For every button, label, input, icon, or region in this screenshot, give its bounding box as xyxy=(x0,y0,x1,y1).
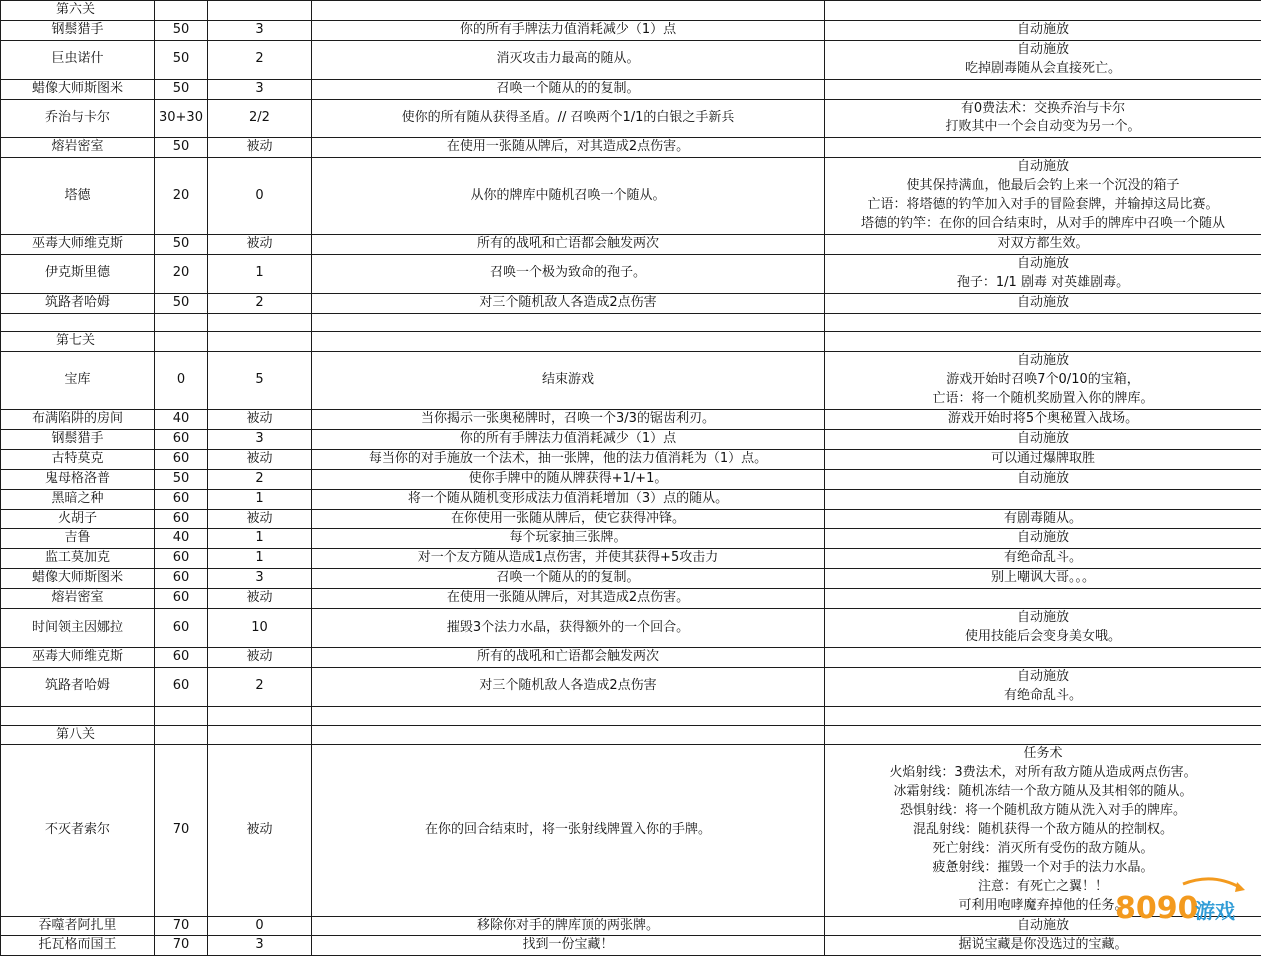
note-cell[interactable]: 有0费法术：交换乔治与卡尔 打败其中一个会自动变为另一个。 xyxy=(825,99,1261,138)
hero-power-cell[interactable]: 所有的战吼和亡语都会触发两次 xyxy=(312,234,825,254)
boss-name-cell[interactable]: 第六关 xyxy=(1,1,155,21)
blank-row xyxy=(1,706,1261,725)
blank-row xyxy=(1,313,1261,332)
table-row xyxy=(1,469,1261,489)
note-cell[interactable]: 自动施放 使用技能后会变身美女哦。 xyxy=(825,609,1261,648)
hero-power-cell[interactable]: 在你的回合结束时，将一张射线牌置入你的手牌。 xyxy=(312,745,825,916)
note-cell[interactable] xyxy=(825,589,1261,609)
boss-name-cell[interactable]: 巨虫诺什 xyxy=(1,40,155,79)
note-cell[interactable]: 自动施放 使其保持满血，他最后会钓上来一个沉没的箱子 亡语：将塔德的钓竿加入对手的冒险套牌，并输掉这局比赛。 塔德的钓竿：在你的回合结束时，从对手的牌库中召唤一个随从 xyxy=(825,158,1261,235)
level-header-row xyxy=(1,332,1261,352)
cost-cell[interactable]: 被动 xyxy=(208,410,312,430)
boss-name-cell[interactable]: 吉鲁 xyxy=(1,529,155,549)
note-cell[interactable]: 自动施放 有绝命乱斗。 xyxy=(825,667,1261,706)
cost-cell[interactable]: 2 xyxy=(208,469,312,489)
hero-power-cell[interactable]: 在使用一张随从牌后，对其造成2点伤害。 xyxy=(312,589,825,609)
health-cell[interactable]: 70 xyxy=(155,745,208,916)
hero-power-cell[interactable]: 在你使用一张随从牌后，使它获得冲锋。 xyxy=(312,509,825,529)
spreadsheet-body xyxy=(1,1,1261,956)
cost-cell[interactable] xyxy=(208,313,312,332)
table-row xyxy=(1,254,1261,293)
health-cell[interactable] xyxy=(155,1,208,21)
note-cell[interactable]: 自动施放 xyxy=(825,529,1261,549)
boss-name-cell[interactable]: 熔岩密室 xyxy=(1,589,155,609)
note-cell[interactable]: 自动施放 xyxy=(825,293,1261,313)
note-cell[interactable] xyxy=(825,332,1261,352)
table-row xyxy=(1,429,1261,449)
cost-cell[interactable]: 被动 xyxy=(208,647,312,667)
boss-name-cell[interactable]: 布满陷阱的房间 xyxy=(1,410,155,430)
watermark-digits: 8090 xyxy=(1115,891,1199,926)
cost-cell[interactable]: 3 xyxy=(208,429,312,449)
note-cell[interactable] xyxy=(825,313,1261,332)
note-cell[interactable]: 对双方都生效。 xyxy=(825,234,1261,254)
cost-cell[interactable]: 2 xyxy=(208,40,312,79)
hero-power-cell[interactable]: 将一个随从随机变形成法力值消耗增加（3）点的随从。 xyxy=(312,489,825,509)
health-cell[interactable]: 60 xyxy=(155,609,208,648)
health-cell[interactable]: 60 xyxy=(155,429,208,449)
boss-name-cell[interactable]: 托瓦格而国王 xyxy=(1,936,155,956)
hero-power-cell[interactable]: 消灭攻击力最高的随从。 xyxy=(312,40,825,79)
boss-name-cell[interactable]: 第七关 xyxy=(1,332,155,352)
boss-name-cell[interactable]: 蜡像大师斯图米 xyxy=(1,79,155,99)
health-cell[interactable] xyxy=(155,725,208,745)
health-cell[interactable]: 60 xyxy=(155,647,208,667)
cost-cell[interactable] xyxy=(208,725,312,745)
hero-power-cell[interactable]: 移除你对手的牌库顶的两张牌。 xyxy=(312,916,825,936)
boss-name-cell[interactable]: 钢鬃猎手 xyxy=(1,20,155,40)
cost-cell[interactable]: 被动 xyxy=(208,449,312,469)
cost-cell[interactable]: 1 xyxy=(208,549,312,569)
health-cell[interactable]: 60 xyxy=(155,489,208,509)
cost-cell[interactable]: 0 xyxy=(208,158,312,235)
boss-name-cell[interactable]: 巫毒大师维克斯 xyxy=(1,647,155,667)
boss-name-cell[interactable]: 宝库 xyxy=(1,352,155,410)
boss-name-cell[interactable]: 不灭者索尔 xyxy=(1,745,155,916)
health-cell[interactable] xyxy=(155,706,208,725)
table-row xyxy=(1,529,1261,549)
health-cell[interactable]: 40 xyxy=(155,529,208,549)
note-cell[interactable]: 自动施放 吃掉剧毒随从会直接死亡。 xyxy=(825,40,1261,79)
cost-cell[interactable]: 3 xyxy=(208,936,312,956)
hero-power-cell[interactable] xyxy=(312,1,825,21)
note-cell[interactable] xyxy=(825,706,1261,725)
boss-name-cell[interactable]: 钢鬃猎手 xyxy=(1,429,155,449)
health-cell[interactable]: 70 xyxy=(155,936,208,956)
hero-power-cell[interactable]: 你的所有手牌法力值消耗减少（1）点 xyxy=(312,429,825,449)
note-cell[interactable]: 自动施放 xyxy=(825,916,1261,936)
hero-power-cell[interactable] xyxy=(312,332,825,352)
boss-name-cell[interactable]: 塔德 xyxy=(1,158,155,235)
note-cell[interactable] xyxy=(825,647,1261,667)
level-header-row xyxy=(1,1,1261,21)
table-row xyxy=(1,916,1261,936)
boss-name-cell[interactable]: 伊克斯里德 xyxy=(1,254,155,293)
hero-power-cell[interactable]: 从你的牌库中随机召唤一个随从。 xyxy=(312,158,825,235)
health-cell[interactable]: 50 xyxy=(155,293,208,313)
note-cell[interactable] xyxy=(825,1,1261,21)
table-row xyxy=(1,509,1261,529)
note-cell[interactable]: 自动施放 xyxy=(825,429,1261,449)
boss-name-cell[interactable]: 筑路者哈姆 xyxy=(1,667,155,706)
hero-power-cell[interactable] xyxy=(312,313,825,332)
note-cell[interactable]: 自动施放 xyxy=(825,469,1261,489)
health-cell[interactable]: 60 xyxy=(155,589,208,609)
boss-name-cell[interactable]: 古特莫克 xyxy=(1,449,155,469)
boss-name-cell[interactable]: 黑暗之种 xyxy=(1,489,155,509)
cost-cell[interactable]: 1 xyxy=(208,254,312,293)
note-cell[interactable] xyxy=(825,489,1261,509)
cost-cell[interactable] xyxy=(208,706,312,725)
cost-cell[interactable]: 1 xyxy=(208,489,312,509)
hero-power-cell[interactable]: 在使用一张随从牌后，对其造成2点伤害。 xyxy=(312,138,825,158)
boss-name-cell[interactable]: 乔治与卡尔 xyxy=(1,99,155,138)
health-cell[interactable]: 60 xyxy=(155,549,208,569)
hero-power-cell[interactable]: 召唤一个随从的的复制。 xyxy=(312,569,825,589)
cost-cell[interactable]: 被动 xyxy=(208,745,312,916)
cost-cell[interactable]: 1 xyxy=(208,529,312,549)
table-row xyxy=(1,569,1261,589)
table-row xyxy=(1,449,1261,469)
health-cell[interactable] xyxy=(155,313,208,332)
boss-name-cell[interactable]: 鬼母格洛普 xyxy=(1,469,155,489)
health-cell[interactable]: 50 xyxy=(155,469,208,489)
hero-power-cell[interactable]: 使你的所有随从获得圣盾。// 召唤两个1/1的白银之手新兵 xyxy=(312,99,825,138)
health-cell[interactable]: 70 xyxy=(155,916,208,936)
table-row xyxy=(1,609,1261,648)
table-row xyxy=(1,410,1261,430)
table-row xyxy=(1,138,1261,158)
health-cell[interactable]: 60 xyxy=(155,569,208,589)
cost-cell[interactable] xyxy=(208,332,312,352)
note-cell[interactable]: 有剧毒随从。 xyxy=(825,509,1261,529)
note-cell[interactable] xyxy=(825,725,1261,745)
boss-name-cell[interactable]: 时间领主因娜拉 xyxy=(1,609,155,648)
boss-name-cell[interactable]: 火胡子 xyxy=(1,509,155,529)
note-cell[interactable]: 自动施放 孢子：1/1 剧毒 对英雄剧毒。 xyxy=(825,254,1261,293)
hero-power-cell[interactable] xyxy=(312,706,825,725)
cost-cell[interactable]: 10 xyxy=(208,609,312,648)
hero-power-cell[interactable]: 使你手牌中的随从牌获得+1/+1。 xyxy=(312,469,825,489)
hero-power-cell[interactable]: 当你揭示一张奥秘牌时，召唤一个3/3的锯齿利刃。 xyxy=(312,410,825,430)
boss-name-cell[interactable]: 监工莫加克 xyxy=(1,549,155,569)
table-row xyxy=(1,158,1261,235)
table-row xyxy=(1,234,1261,254)
health-cell[interactable] xyxy=(155,332,208,352)
note-cell[interactable] xyxy=(825,79,1261,99)
hero-power-cell[interactable]: 摧毁3个法力水晶，获得额外的一个回合。 xyxy=(312,609,825,648)
boss-name-cell[interactable]: 筑路者哈姆 xyxy=(1,293,155,313)
note-cell[interactable]: 自动施放 游戏开始时召唤7个0/10的宝箱， 亡语：将一个随机奖励置入你的牌库。 xyxy=(825,352,1261,410)
note-cell[interactable]: 别上嘲讽大哥。。。 xyxy=(825,569,1261,589)
cost-cell[interactable]: 3 xyxy=(208,79,312,99)
hero-power-cell[interactable]: 每个玩家抽三张牌。 xyxy=(312,529,825,549)
boss-name-cell[interactable]: 巫毒大师维克斯 xyxy=(1,234,155,254)
hero-power-cell[interactable]: 结束游戏 xyxy=(312,352,825,410)
boss-name-cell[interactable] xyxy=(1,706,155,725)
cost-cell[interactable]: 被动 xyxy=(208,509,312,529)
cost-cell[interactable]: 2/2 xyxy=(208,99,312,138)
health-cell[interactable]: 50 xyxy=(155,79,208,99)
health-cell[interactable]: 30+30 xyxy=(155,99,208,138)
cost-cell[interactable]: 5 xyxy=(208,352,312,410)
boss-name-cell[interactable]: 熔岩密室 xyxy=(1,138,155,158)
hero-power-cell[interactable]: 召唤一个极为致命的孢子。 xyxy=(312,254,825,293)
cost-cell[interactable]: 2 xyxy=(208,293,312,313)
hero-power-cell[interactable]: 对三个随机敌人各造成2点伤害 xyxy=(312,293,825,313)
cost-cell[interactable]: 0 xyxy=(208,916,312,936)
table-row xyxy=(1,79,1261,99)
boss-name-cell[interactable] xyxy=(1,313,155,332)
health-cell[interactable]: 0 xyxy=(155,352,208,410)
watermark-label: 游戏 xyxy=(1195,899,1235,923)
cost-cell[interactable]: 被动 xyxy=(208,234,312,254)
table-row xyxy=(1,293,1261,313)
table-row xyxy=(1,667,1261,706)
hero-power-cell[interactable]: 所有的战吼和亡语都会触发两次 xyxy=(312,647,825,667)
health-cell[interactable]: 60 xyxy=(155,667,208,706)
note-cell[interactable] xyxy=(825,138,1261,158)
cost-cell[interactable]: 3 xyxy=(208,569,312,589)
table-row xyxy=(1,745,1261,916)
health-cell[interactable]: 50 xyxy=(155,138,208,158)
table-row xyxy=(1,20,1261,40)
cost-cell[interactable]: 被动 xyxy=(208,138,312,158)
cost-cell[interactable]: 3 xyxy=(208,20,312,40)
hero-power-cell[interactable]: 对三个随机敌人各造成2点伤害 xyxy=(312,667,825,706)
note-cell[interactable]: 有绝命乱斗。 xyxy=(825,549,1261,569)
health-cell[interactable]: 50 xyxy=(155,40,208,79)
health-cell[interactable]: 20 xyxy=(155,158,208,235)
table-row xyxy=(1,647,1261,667)
hero-power-cell[interactable]: 每当你的对手施放一个法术，抽一张牌，他的法力值消耗为（1）点。 xyxy=(312,449,825,469)
table-row xyxy=(1,489,1261,509)
health-cell[interactable]: 40 xyxy=(155,410,208,430)
hero-power-cell[interactable]: 找到一份宝藏！ xyxy=(312,936,825,956)
hero-power-cell[interactable]: 对一个友方随从造成1点伤害，并使其获得+5攻击力 xyxy=(312,549,825,569)
hero-power-cell[interactable]: 你的所有手牌法力值消耗减少（1）点 xyxy=(312,20,825,40)
table-row xyxy=(1,549,1261,569)
table-row xyxy=(1,99,1261,138)
note-cell[interactable]: 任务术 火焰射线：3费法术，对所有敌方随从造成两点伤害。 冰霜射线：随机冻结一个敌方随从及其相邻的随从。 恐惧射线：将一个随机敌方随从洗入对手的牌库。 混乱射线：随机获得一个敌方随从的控制权。 死亡射线：消灭所有受伤的敌方随从。 疲惫射线：摧毁一个对手的法力水晶。 注意：有死亡之翼！！ 可利用咆哮魔弃掉他的任务。 xyxy=(825,745,1261,916)
cost-cell[interactable]: 2 xyxy=(208,667,312,706)
level-header-row xyxy=(1,725,1261,745)
note-cell[interactable]: 自动施放 xyxy=(825,20,1261,40)
table-row xyxy=(1,40,1261,79)
boss-name-cell[interactable]: 第八关 xyxy=(1,725,155,745)
table-row xyxy=(1,352,1261,410)
boss-name-cell[interactable]: 蜡像大师斯图米 xyxy=(1,569,155,589)
boss-name-cell[interactable]: 吞噬者阿扎里 xyxy=(1,916,155,936)
cost-cell[interactable]: 被动 xyxy=(208,589,312,609)
health-cell[interactable]: 60 xyxy=(155,449,208,469)
hero-power-cell[interactable] xyxy=(312,725,825,745)
table-row xyxy=(1,936,1261,956)
health-cell[interactable]: 60 xyxy=(155,509,208,529)
note-cell[interactable]: 游戏开始时将5个奥秘置入战场。 xyxy=(825,410,1261,430)
health-cell[interactable]: 20 xyxy=(155,254,208,293)
health-cell[interactable]: 50 xyxy=(155,234,208,254)
health-cell[interactable]: 50 xyxy=(155,20,208,40)
note-cell[interactable]: 据说宝藏是你没选过的宝藏。 xyxy=(825,936,1261,956)
note-cell[interactable]: 可以通过爆牌取胜 xyxy=(825,449,1261,469)
hero-power-cell[interactable]: 召唤一个随从的的复制。 xyxy=(312,79,825,99)
table-row xyxy=(1,589,1261,609)
cost-cell[interactable] xyxy=(208,1,312,21)
